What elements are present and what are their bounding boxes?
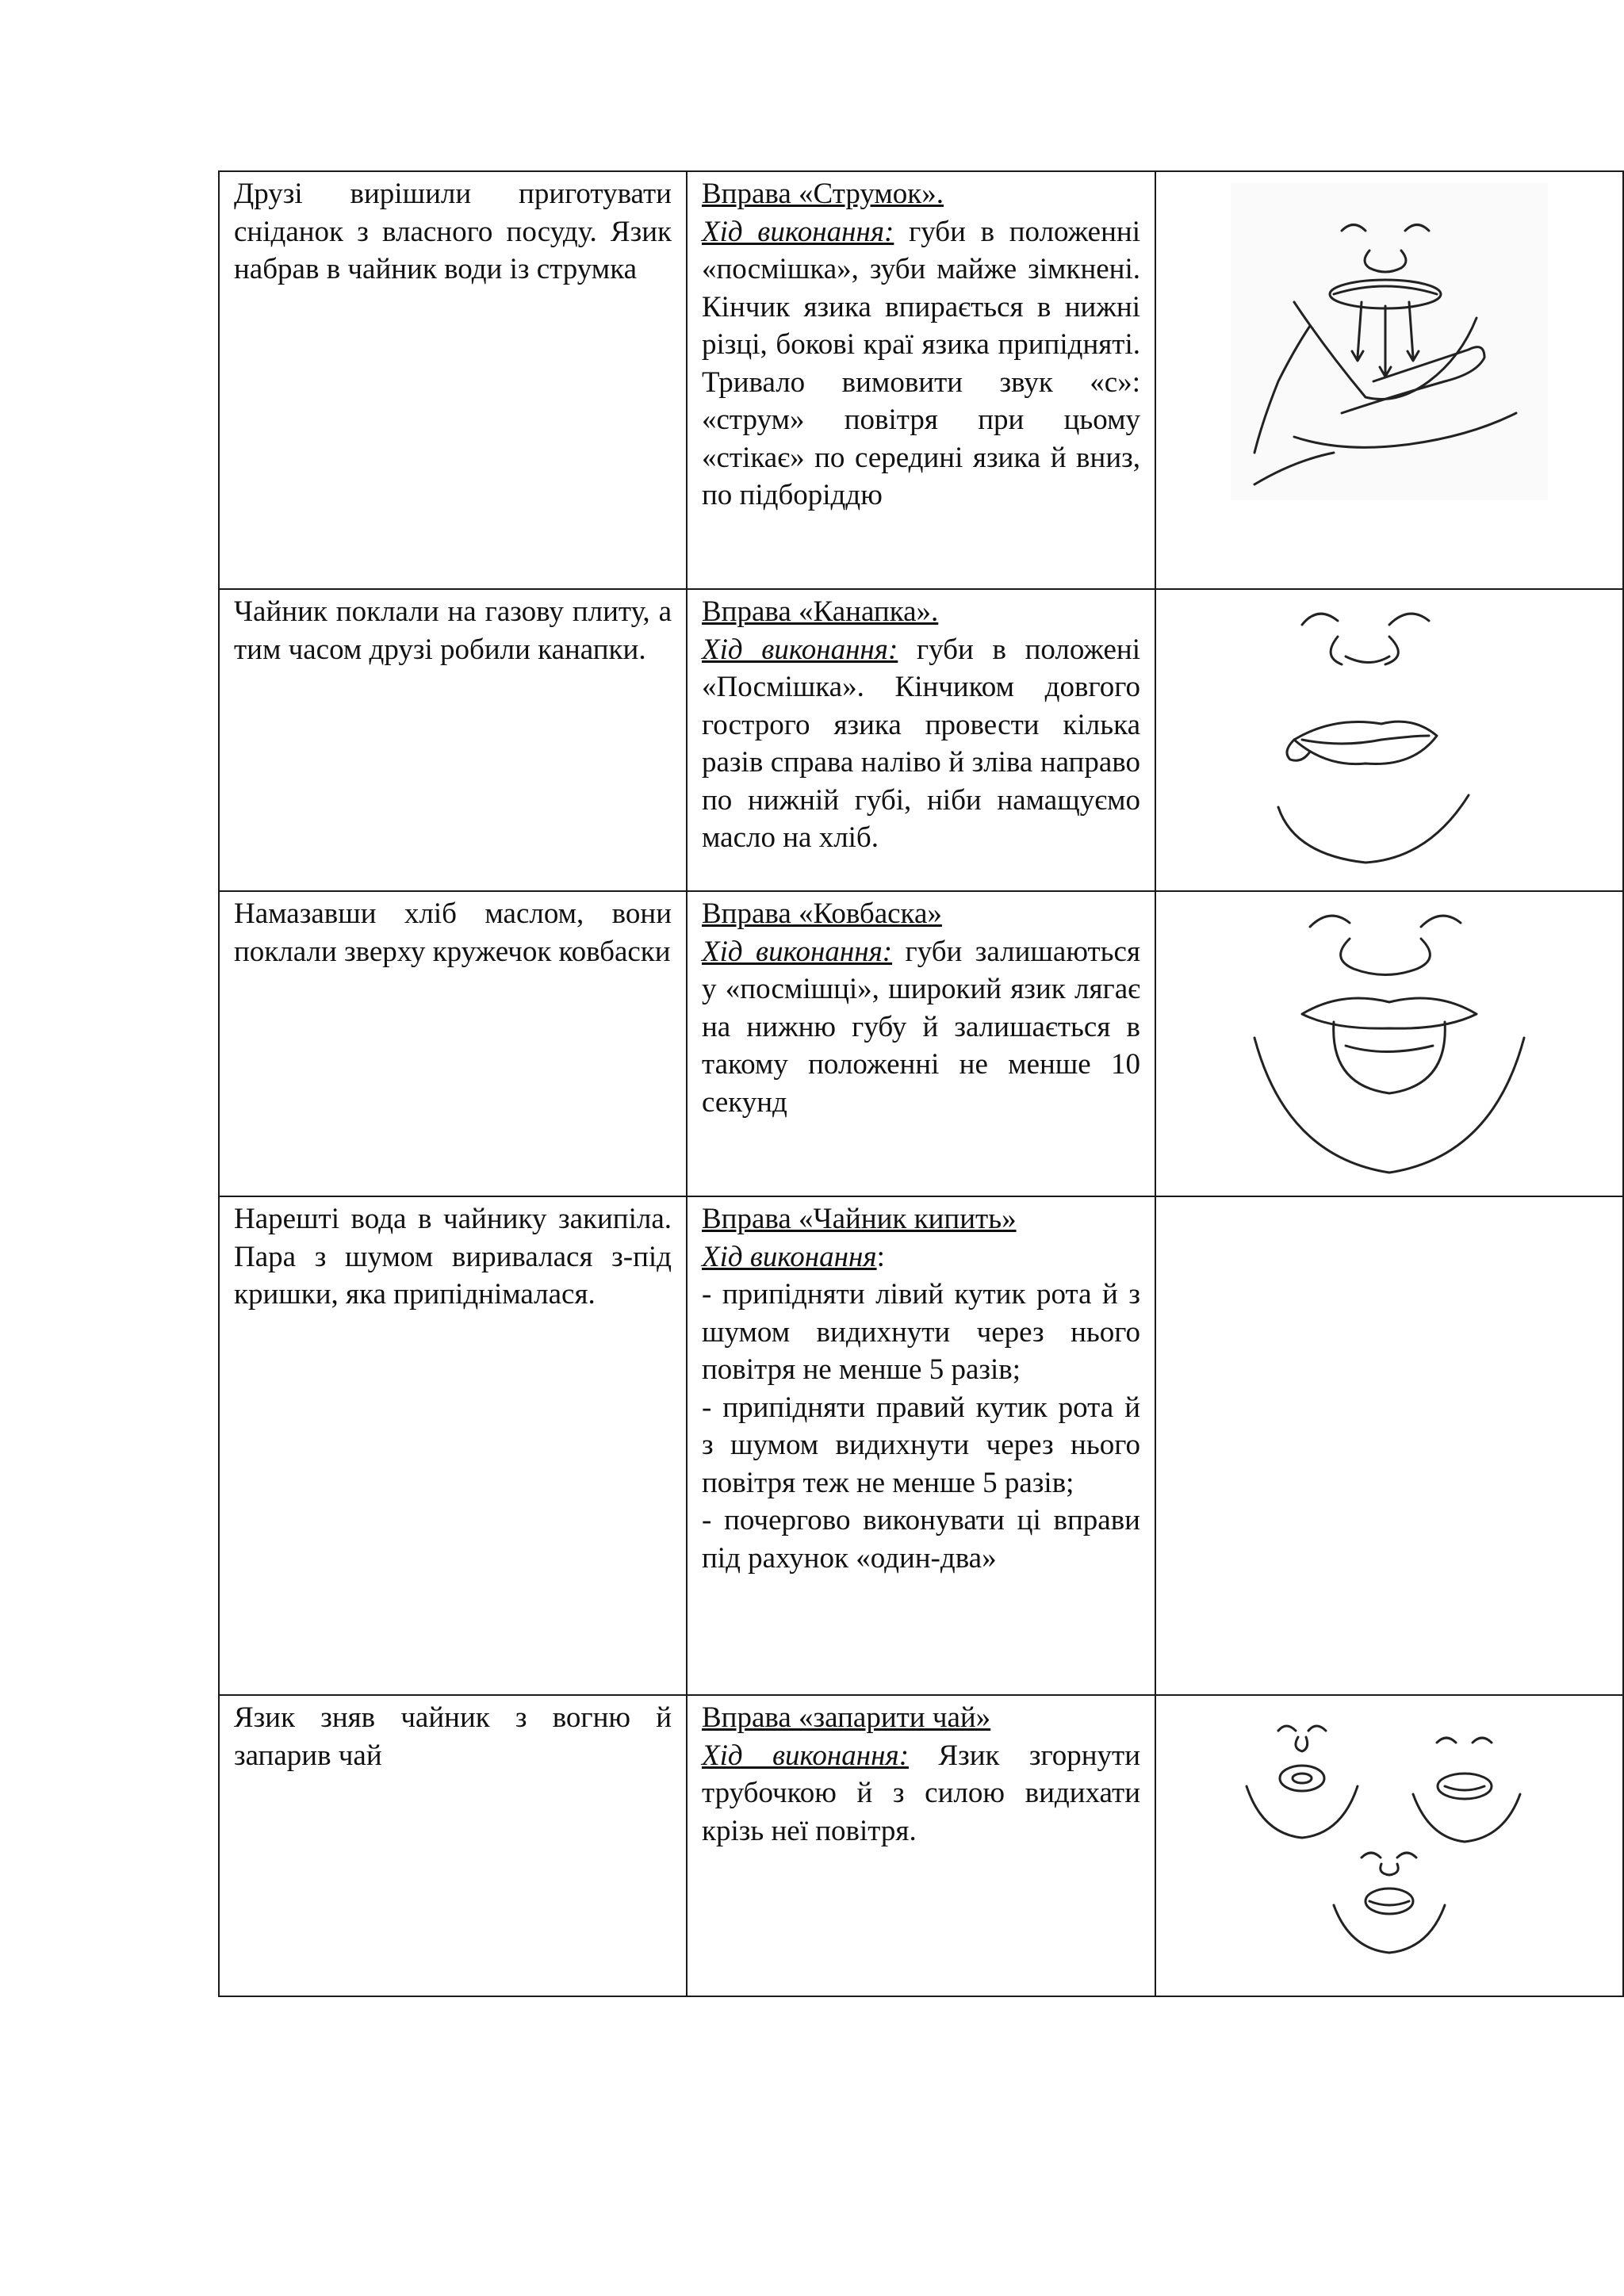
face-sausage-illustration: [1247, 895, 1532, 1188]
story-cell: [219, 589, 687, 891]
table-row: [219, 1695, 1623, 1996]
exercise-title: Вправа «Ковбаска»: [702, 897, 942, 930]
howto-label: Хід виконання: [702, 1240, 877, 1273]
three-faces-tea-illustration: [1223, 1699, 1556, 1961]
description-text: губи в положені «Посмішка». Кінчиком довгого гострого язика провести кілька разів справа наліво й зліва направо по нижній губі, ніби намащуємо масло на хліб.: [702, 633, 1140, 854]
story-text: Чайник поклали на газову плиту, а тим часом друзі робили канапки.: [234, 595, 672, 666]
exercise-cell: [687, 589, 1155, 891]
story-cell: [219, 1196, 687, 1695]
story-text: Друзі вирішили приготувати сніданок з власного посуду. Язик набрав в чайник води із струмка: [234, 178, 672, 285]
howto-colon: :: [876, 1240, 885, 1273]
exercise-description: [702, 933, 1140, 1122]
howto-line: [702, 1238, 1140, 1276]
illustration-cell: [1155, 891, 1623, 1196]
exercise-cell: [687, 1695, 1155, 1996]
story-text: Язик зняв чайник з вогню й запарив чай: [234, 1701, 672, 1772]
table-row: [219, 1196, 1623, 1695]
exercise-title: Вправа «Канапка».: [702, 595, 939, 628]
exercise-cell: [687, 891, 1155, 1196]
illustration-cell: [1155, 1695, 1623, 1996]
story-cell: [219, 171, 687, 589]
illustration-cell: [1155, 171, 1623, 589]
exercise-title: Вправа «Струмок».: [702, 178, 944, 210]
exercise-title: Вправа «запарити чай»: [702, 1701, 991, 1734]
howto-label: Хід виконання:: [702, 935, 893, 968]
story-text: Намазавши хліб маслом, вони поклали зверху кружечок ковбаски: [234, 897, 672, 968]
illustration-cell: [1155, 589, 1623, 891]
step-item: - припідняти правий кутик рота й з шумом видихнути через нього повітря теж не менше 5 разів;: [702, 1391, 1140, 1499]
step-item: - почергово виконувати ці вправи під рахунок «один-два»: [702, 1504, 1140, 1575]
howto-label: Хід виконання:: [702, 1739, 910, 1772]
story-cell: [219, 891, 687, 1196]
description-text: губи в положенні «посмішка», зуби майже зімкнені. Кінчик язика впирається в нижні різці, бокові краї язика припідняті. Тривало вимовити звук «с»: «струм» повітря при цьому «стікає» по середині язика й вниз, по підборіддю: [702, 215, 1140, 511]
description-text: Язик згорнути трубочкою й з силою видихати крізь неї повітря.: [702, 1739, 1140, 1847]
exercise-description: [702, 1737, 1140, 1850]
face-sandwich-illustration: [1270, 593, 1508, 886]
exercise-description: [702, 213, 1140, 515]
howto-label: Хід виконання:: [702, 633, 898, 666]
exercise-cell: [687, 1196, 1155, 1695]
step-item: - припідняти лівий кутик рота й з шумом видихнути через нього повітря не менше 5 разів;: [702, 1278, 1140, 1386]
description-text: губи залишаються у «посмішці», широкий язик лягає на нижню губу й залишається в такому положенні не менше 10 секунд: [702, 935, 1140, 1119]
exercise-cell: [687, 171, 1155, 589]
face-stream-illustration: [1223, 175, 1556, 508]
howto-label: Хід виконання:: [702, 215, 894, 248]
table-row: [219, 891, 1623, 1196]
story-text: Нарешті вода в чайнику закипіла. Пара з шумом виривалася з-під кришки, яка припіднімалася.: [234, 1203, 672, 1311]
story-cell: [219, 1695, 687, 1996]
exercise-table: [218, 170, 1624, 1997]
exercise-title: Вправа «Чайник кипить»: [702, 1203, 1017, 1235]
table-row: [219, 589, 1623, 891]
exercise-description: [702, 631, 1140, 857]
table-row: [219, 171, 1623, 589]
empty-illustration-cell: [1155, 1196, 1623, 1695]
